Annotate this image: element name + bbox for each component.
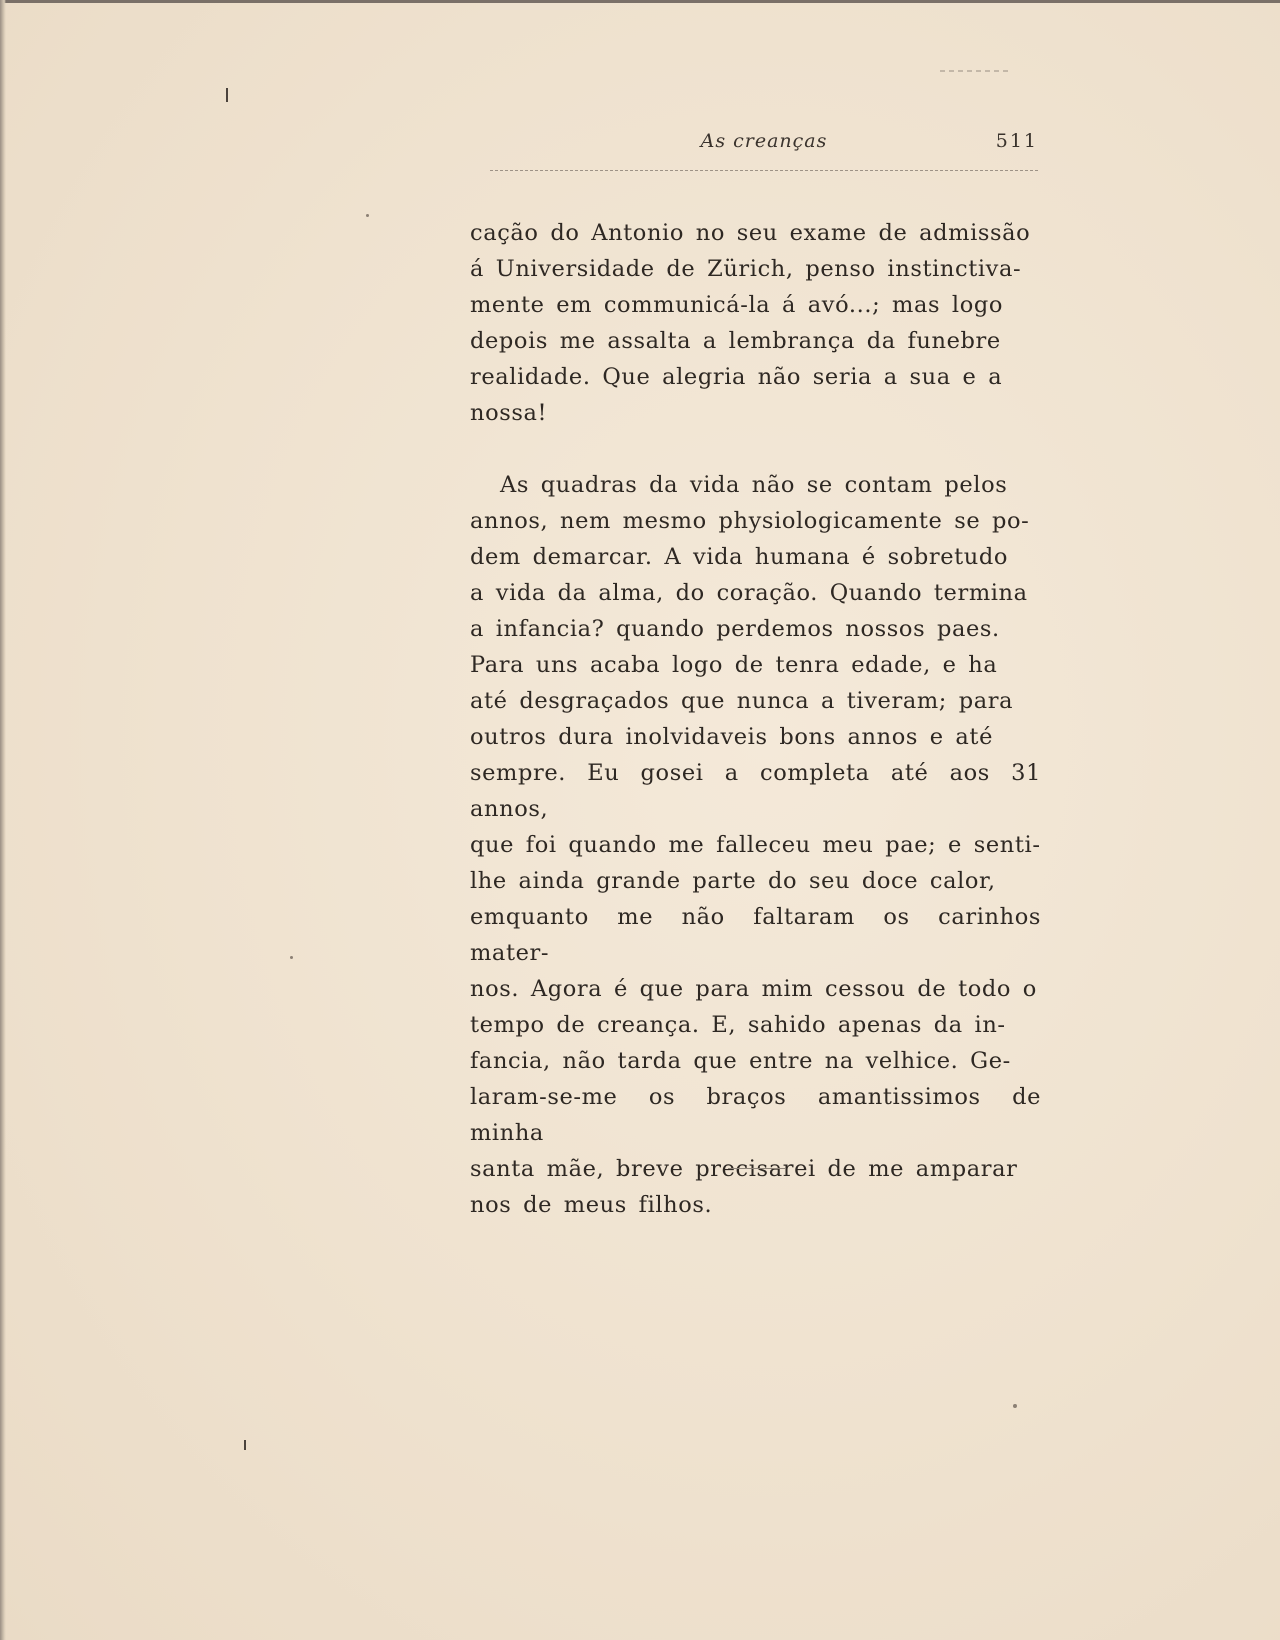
ink-smudge [940,70,1010,72]
body-text [470,215,1041,1223]
page-binding-edge [0,0,6,1640]
page-number: 511 [995,130,1038,152]
paper-speck [366,214,369,217]
page-top-edge [0,0,1280,3]
running-head [490,126,1038,166]
paragraph-2: As quadras da vida não se contam pelos annos, nem mesmo physiologicamente se po- dem demarcar. A vida humana é sobretudo a vida da alma, do coração. Quando termina a infancia? quando perdemos nossos paes. Para uns acaba logo de tenra edade, e ha até desgraçados que nunca a tiveram; para outros dura inolvidaveis bons annos e até sempre. Eu gosei a completa até aos 31 annos, que foi quando me falleceu meu pae; e senti- lhe ainda grande parte do seu doce calor, emquanto me não faltaram os carinhos mater- nos. Agora é que para mim cessou de todo o tempo de creança. E, sahido apenas da in- fancia, não tarda que entre na velhice. Ge- laram-se-me os braços amantissimos de minha santa mãe, breve precisarei de me amparar nos de meus filhos. [470,472,1041,1218]
running-title: As creanças [700,130,828,152]
margin-mark-bottom [244,1440,246,1450]
header-rule [490,170,1038,171]
paragraph-1: cação do Antonio no seu exame de admissão á Universidade de Zürich, penso instinctiva- mente em communicá-la á avó...; mas logo depois me assalta a lembrança da funebre realidade. Que alegria não seria a sua e a nossa! [470,220,1031,426]
section-end-rule [728,1168,786,1169]
margin-mark-top [226,88,228,102]
paper-speck [1013,1404,1017,1408]
paper-speck [290,956,293,959]
